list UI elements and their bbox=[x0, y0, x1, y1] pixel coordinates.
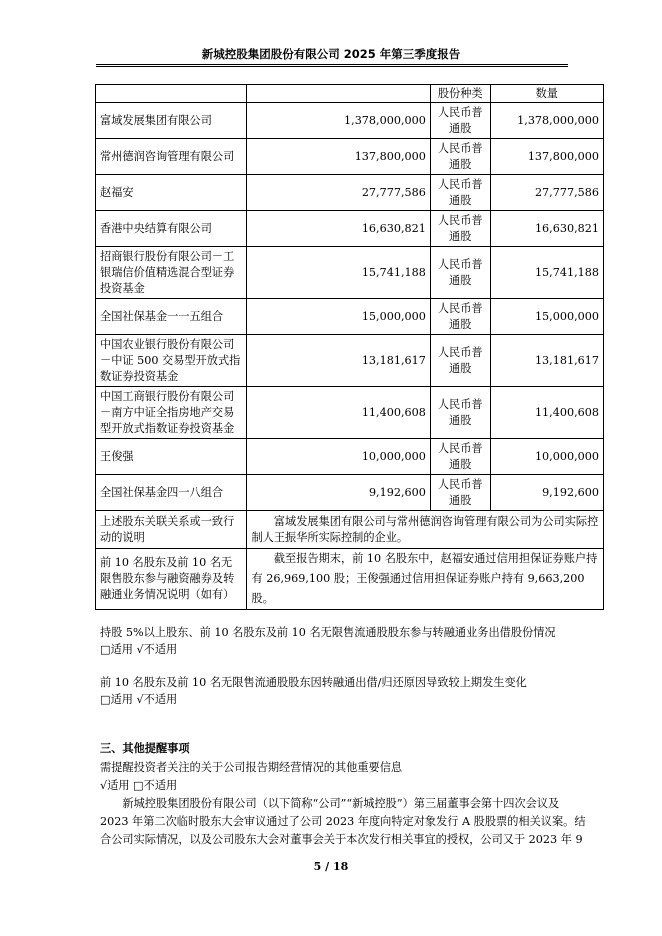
table-header-row bbox=[96, 85, 604, 103]
share-type: 人民币普通股 bbox=[430, 247, 490, 299]
page-number: 5 / 18 bbox=[313, 860, 349, 873]
table-row bbox=[96, 211, 604, 247]
table-row bbox=[96, 335, 604, 387]
report-header-title: 新城控股集团股份有限公司 2025 年第三季度报告 bbox=[201, 47, 461, 61]
holder-name: 中国农业银行股份有限公司－中证 500 交易型开放式指数证券投资基金 bbox=[96, 335, 247, 387]
section-title: 三、其他提醒事项 bbox=[100, 742, 190, 755]
table-row bbox=[96, 439, 604, 475]
share-quantity: 15,741,188 bbox=[490, 247, 603, 299]
lending-options: □适用 √不适用 bbox=[100, 643, 178, 656]
share-type: 人民币普通股 bbox=[430, 175, 490, 211]
table-row bbox=[96, 387, 604, 439]
share-quantity: 16,630,821 bbox=[490, 211, 603, 247]
table-row bbox=[96, 103, 604, 139]
table-row bbox=[96, 139, 604, 175]
section-intro: 需提醒投资者关注的关于公司报告期经营情况的其他重要信息 bbox=[100, 761, 403, 774]
holder-name: 富域发展集团有限公司 bbox=[96, 103, 247, 139]
holder-quantity: 15,000,000 bbox=[247, 299, 430, 335]
share-type: 人民币普通股 bbox=[430, 439, 490, 475]
header-rule-2 bbox=[96, 66, 568, 67]
table-row bbox=[96, 475, 604, 511]
share-type: 人民币普通股 bbox=[430, 335, 490, 387]
margin-label: 前 10 名股东及前 10 名无限售股东参与融资融券及转融通业务情况说明（如有） bbox=[96, 549, 247, 610]
holder-name: 香港中央结算有限公司 bbox=[96, 211, 247, 247]
share-type: 人民币普通股 bbox=[430, 475, 490, 511]
share-type: 人民币普通股 bbox=[430, 103, 490, 139]
table-row bbox=[96, 175, 604, 211]
holder-quantity: 15,741,188 bbox=[247, 247, 430, 299]
holder-quantity: 16,630,821 bbox=[247, 211, 430, 247]
relation-row bbox=[96, 511, 604, 549]
header-rule bbox=[96, 64, 568, 65]
holder-name: 全国社保基金四一八组合 bbox=[96, 475, 247, 511]
share-quantity: 9,192,600 bbox=[490, 475, 603, 511]
share-type: 人民币普通股 bbox=[430, 139, 490, 175]
holder-name: 中国工商银行股份有限公司－南方中证全指房地产交易型开放式指数证券投资基金 bbox=[96, 387, 247, 439]
share-quantity: 13,181,617 bbox=[490, 335, 603, 387]
header-empty-cell bbox=[96, 85, 247, 103]
table-row bbox=[96, 299, 604, 335]
share-quantity: 15,000,000 bbox=[490, 299, 603, 335]
body-line: 新城控股集团股份有限公司（以下简称“公司”“新城控股”）第三届董事会第十四次会议及 bbox=[122, 797, 560, 810]
share-quantity: 10,000,000 bbox=[490, 439, 603, 475]
share-quantity: 1,378,000,000 bbox=[490, 103, 603, 139]
holder-quantity: 13,181,617 bbox=[247, 335, 430, 387]
margin-text: 截至报告期末，前 10 名股东中，赵福安通过信用担保证券账户持有 26,969,100 股；王俊强通过信用担保证券账户持有 9,663,200 股。 bbox=[247, 549, 604, 610]
header-quantity: 数量 bbox=[490, 85, 603, 103]
holder-name: 全国社保基金一一五组合 bbox=[96, 299, 247, 335]
holder-name: 王俊强 bbox=[96, 439, 247, 475]
holder-quantity: 1,378,000,000 bbox=[247, 103, 430, 139]
section-options: √适用 □不适用 bbox=[100, 779, 178, 792]
relation-label: 上述股东关联关系或一致行动的说明 bbox=[96, 511, 247, 549]
body-line: 2023 年第二次临时股东大会审议通过了公司 2023 年度向特定对象发行 A 股股票的相关议案。结 bbox=[100, 815, 586, 828]
holder-quantity: 10,000,000 bbox=[247, 439, 430, 475]
shareholders-table bbox=[95, 84, 604, 610]
share-type: 人民币普通股 bbox=[430, 299, 490, 335]
table-row bbox=[96, 247, 604, 299]
holder-name: 赵福安 bbox=[96, 175, 247, 211]
margin-row bbox=[96, 549, 604, 610]
holder-quantity: 137,800,000 bbox=[247, 139, 430, 175]
holder-quantity: 9,192,600 bbox=[247, 475, 430, 511]
share-type: 人民币普通股 bbox=[430, 211, 490, 247]
change-title: 前 10 名股东及前 10 名无限售流通股股东因转融通出借/归还原因导致较上期发生变化 bbox=[100, 676, 527, 689]
holder-quantity: 27,777,586 bbox=[247, 175, 430, 211]
relation-text: 富域发展集团有限公司与常州德润咨询管理有限公司为公司实际控制人王振华所实际控制的企业。 bbox=[247, 511, 604, 549]
change-options: □适用 √不适用 bbox=[100, 693, 178, 706]
share-quantity: 137,800,000 bbox=[490, 139, 603, 175]
share-quantity: 27,777,586 bbox=[490, 175, 603, 211]
header-share-type: 股份种类 bbox=[430, 85, 490, 103]
body-line: 合公司实际情况，以及公司股东大会对董事会关于本次发行相关事宜的授权，公司又于 2023 年 9 bbox=[100, 833, 583, 846]
lending-title: 持股 5%以上股东、前 10 名股东及前 10 名无限售流通股股东参与转融通业务出借股份情况 bbox=[100, 626, 556, 639]
holder-name: 招商银行股份有限公司－工银瑞信价值精选混合型证券投资基金 bbox=[96, 247, 247, 299]
share-type: 人民币普通股 bbox=[430, 387, 490, 439]
holder-name: 常州德润咨询管理有限公司 bbox=[96, 139, 247, 175]
share-quantity: 11,400,608 bbox=[490, 387, 603, 439]
holder-quantity: 11,400,608 bbox=[247, 387, 430, 439]
header-empty-cell bbox=[247, 85, 430, 103]
